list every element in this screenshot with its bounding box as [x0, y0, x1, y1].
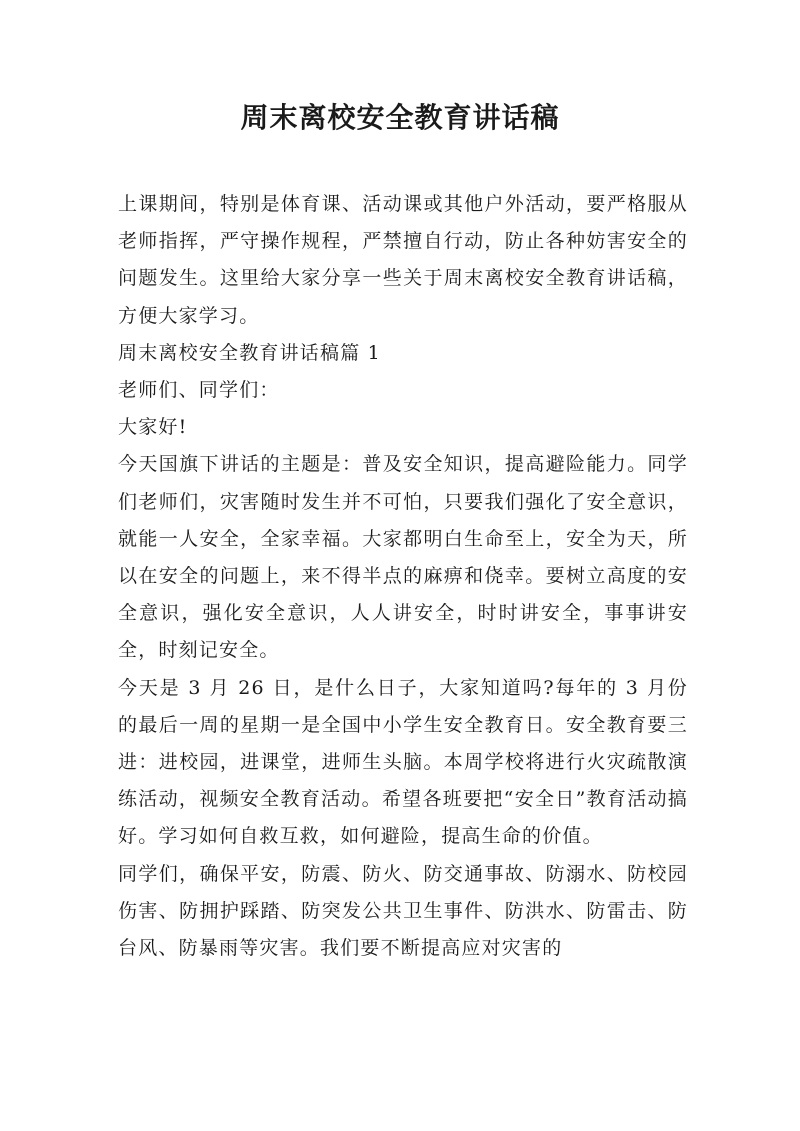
paragraph-safety-day: 今天是 3 月 26 日，是什么日子，大家知道吗?每年的 3 月份的最后一周的星期一是全国中小学生安全教育日。安全教育要三进：进校园，进课堂，进师生头脑。本周学校将进行火灾疏散演练活动，视频安全教育活动。希望各班要把“安全日”教育活动搞好。学习如何自救互救，如何避险，提高生命的价值。 [118, 676, 688, 848]
paragraph-section-heading: 周末离校安全教育讲话稿篇 1 [118, 341, 381, 364]
document-title: 周末离校安全教育讲话稿 [240, 101, 560, 134]
paragraph-disaster-prevention: 同学们，确保平安，防震、防火、防交通事故、防溺水、防校园伤害、防拥护踩踏、防突发公共卫生事件、防洪水、防雷击、防台风、防暴雨等灾害。我们要不断提高应对灾害的 [118, 862, 688, 960]
paragraph-greeting: 大家好! [118, 416, 188, 439]
paragraph-intro: 上课期间，特别是体育课、活动课或其他户外活动，要严格服从老师指挥，严守操作规程，严禁擅自行动，防止各种妨害安全的问题发生。这里给大家分享一些关于周末离校安全教育讲话稿，方便大家学习。 [118, 193, 688, 327]
paragraph-salutation: 老师们、同学们： [118, 379, 280, 402]
paragraph-theme: 今天国旗下讲话的主题是：普及安全知识，提高避险能力。同学们老师们，灾害随时发生并不可怕，只要我们强化了安全意识，就能一人安全，全家幸福。大家都明白生命至上，安全为天，所以在安全的问题上，来不得半点的麻痹和侥幸。要树立高度的安全意识，强化安全意识，人人讲安全，时时讲安全，事事讲安全，时刻记安全。 [118, 453, 688, 662]
document-body [118, 186, 688, 967]
